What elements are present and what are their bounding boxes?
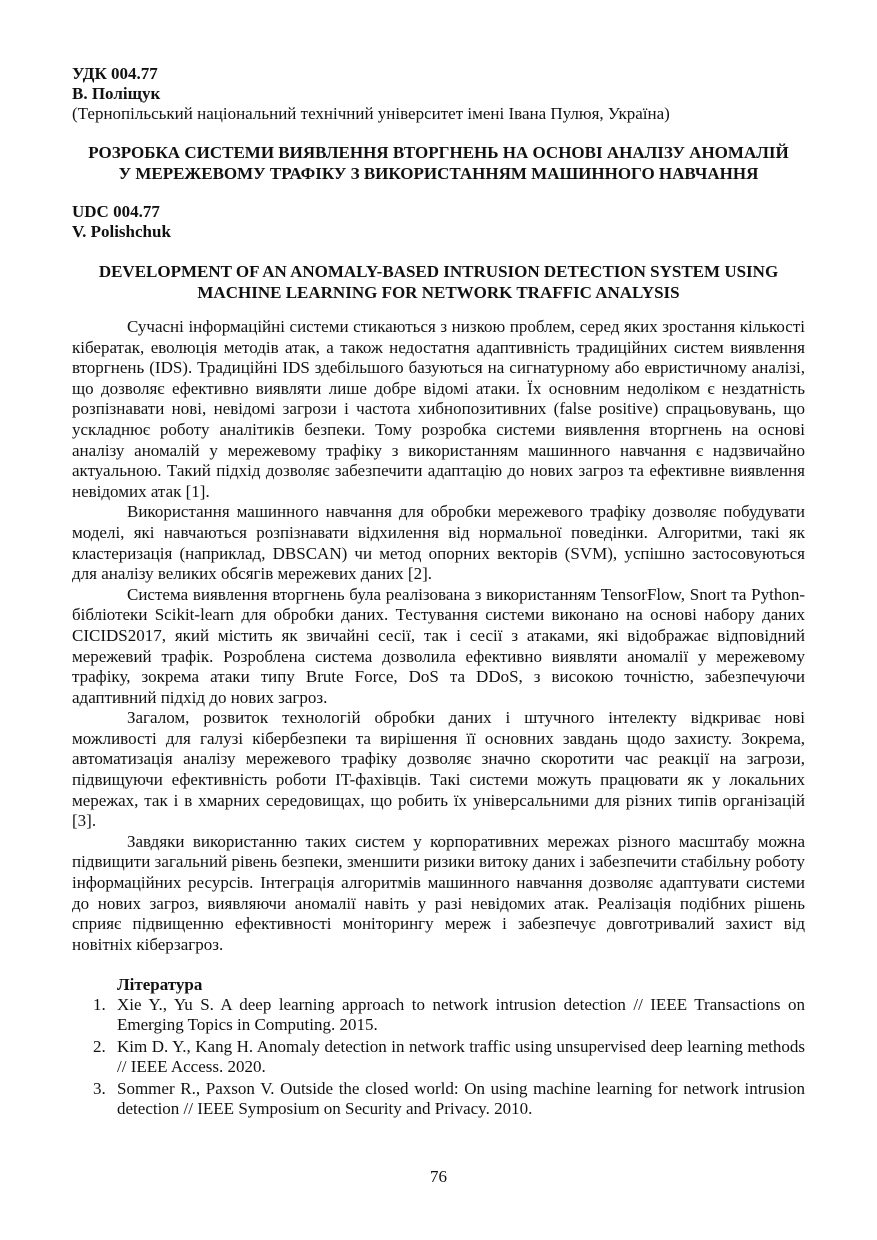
- title-en-line-1: DEVELOPMENT OF AN ANOMALY-BASED INTRUSION DETECTION SYSTEM USING: [98, 262, 779, 281]
- reference-text: Xie Y., Yu S. A deep learning approach to network intrusion detection // IEEE Transactions on Emerging Topics in Computing. 2015.: [117, 995, 805, 1035]
- paper-page: [72, 64, 805, 1121]
- body-paragraph-3: Система виявлення вторгнень була реалізована з використанням TensorFlow, Snort та Python-бібліотеки Scikit-learn для обробки даних. Тестування системи виконано на основі набору даних CICIDS2017, який містить як звичайні сесії, так і сесії з атаками, які відображає відповідний мережевий трафік. Розроблена система дозволила ефективно виявляти аномалії у мережевому трафіку, зокрема атаки типу Brute Force, DoS та DDoS, з високою точністю, забезпечуючи адаптивний підхід до нових загроз.: [72, 584, 805, 707]
- body-paragraph-1: Сучасні інформаційні системи стикаються з низкою проблем, серед яких зростання кількості кібератак, еволюція методів атак, а також недостатня адаптивність традиційних систем виявлення вторгнень (IDS). Традиційні IDS здебільшого базуються на сигнатурному або евристичному аналізі, що дозволяє ефективно виявляти лише добре відомі атаки. Їх основним недоліком є нездатність розпізнавати нові, невідомі загрози і частота хибнопозитивних (false positive) спрацьовувань, що ускладнює роботу аналітиків безпеки. Тому розробка системи виявлення вторгнень на основі аналізу аномалій у мережевому трафіку з використанням машинного навчання є надзвичайно актуальною. Такий підхід дозволяє забезпечити адаптацію до нових загроз та ефективне виявлення невідомих атак [1].: [72, 317, 805, 501]
- title-en: [72, 261, 805, 303]
- reference-number: 3.: [93, 1079, 106, 1099]
- body-paragraph-5: Завдяки використанню таких систем у корпоративних мережах різного масштабу можна підвищити загальний рівень безпеки, зменшити ризики витоку даних і забезпечити стабільну роботу інформаційних ресурсів. Інтеграція алгоритмів машинного навчання дозволяє адаптувати системи до нових загроз, виявляючи аномалії навіть у разі невідомих атак. Реалізація подібних рішень сприяє підвищенню ефективності моніторингу мереж і забезпечує довготривалий захист від новітніх кіберзагроз.: [72, 831, 805, 954]
- author-en: V. Polishchuk: [72, 222, 171, 241]
- reference-text: Sommer R., Paxson V. Outside the closed world: On using machine learning for network intrusion detection // IEEE Symposium on Security and Privacy. 2010.: [117, 1079, 805, 1119]
- affiliation-ua: (Тернопільський національний технічний університет імені Івана Пулюя, Україна): [72, 104, 670, 123]
- reference-text: Kim D. Y., Kang H. Anomaly detection in network traffic using unsupervised deep learning methods // IEEE Access. 2020.: [117, 1037, 805, 1077]
- references-heading: Література: [117, 975, 203, 995]
- body-paragraph-4: Загалом, розвиток технологій обробки даних і штучного інтелекту відкриває нові можливості для галузі кібербезпеки та вирішення її основних завдань щодо захисту. Зокрема, автоматизація аналізу мережевого трафіку дозволяє значно скоротити час реакції на загрози, підвищуючи ефективність роботи IT-фахівців. Такі системи можуть працювати як у локальних мережах, так і в хмарних середовищах, що робить їх універсальними для різних типів організацій [3].: [72, 708, 805, 831]
- reference-number: 1.: [93, 995, 106, 1015]
- title-en-line-2: MACHINE LEARNING FOR NETWORK TRAFFIC ANALYSIS: [197, 283, 680, 302]
- reference-item: [72, 995, 805, 1035]
- references-list: [72, 995, 805, 1119]
- title-ua: [72, 142, 805, 184]
- udc-en: UDC 004.77: [72, 202, 160, 221]
- author-ua: В. Поліщук: [72, 84, 161, 103]
- reference-item: [72, 1079, 805, 1119]
- title-ua-line-1: РОЗРОБКА СИСТЕМИ ВИЯВЛЕННЯ ВТОРГНЕНЬ НА ОСНОВІ АНАЛІЗУ АНОМАЛІЙ: [88, 143, 789, 162]
- udc-ua: УДК 004.77: [72, 64, 158, 83]
- body-paragraph-2: Використання машинного навчання для обробки мережевого трафіку дозволяє побудувати моделі, які навчаються розпізнавати відхилення від нормальної поведінки. Алгоритми, такі як кластеризація (наприклад, DBSCAN) чи метод опорних векторів (SVM), успішно застосовуються для аналізу великих обсягів мережевих даних [2].: [72, 502, 805, 584]
- reference-number: 2.: [93, 1037, 106, 1057]
- body-text: [72, 317, 805, 955]
- page-number: 76: [430, 1167, 447, 1186]
- title-ua-line-2: У МЕРЕЖЕВОМУ ТРАФІКУ З ВИКОРИСТАННЯМ МАШИННОГО НАВЧАННЯ: [118, 164, 759, 183]
- references-section: [72, 975, 805, 1119]
- reference-item: [72, 1037, 805, 1077]
